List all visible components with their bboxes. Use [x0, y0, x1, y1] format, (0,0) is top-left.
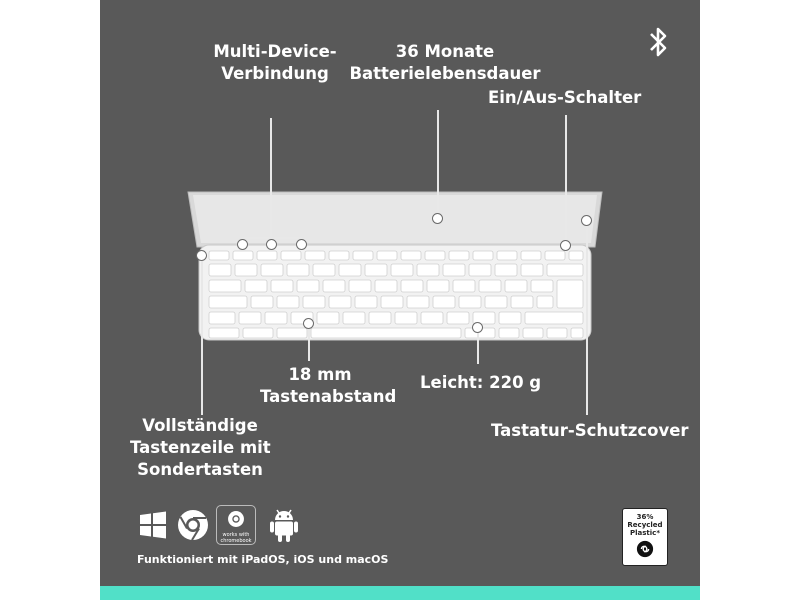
label-cover: Tastatur-Schutzcover [491, 421, 689, 440]
callout-dot-power [560, 240, 571, 251]
recycled-plastic-badge [622, 508, 668, 566]
callout-dot-fullkeys [196, 250, 207, 261]
product-panel [100, 0, 700, 600]
recycled-plastic-text: 36% Recycled Plastic* [627, 513, 663, 537]
callout-dot-cover [581, 215, 592, 226]
label-key-spacing: 18 mm Tastenabstand [260, 365, 397, 406]
callout-dot-device1 [237, 239, 248, 250]
callout-line-cover [586, 222, 588, 415]
accent-bar [100, 586, 700, 600]
callout-line-power [565, 115, 567, 244]
recycled-icon [636, 540, 654, 558]
callout-line-weight [477, 330, 479, 364]
chromebook-icon [216, 505, 256, 545]
windows-icon [136, 508, 170, 542]
callout-dot-spacing [303, 318, 314, 329]
label-battery: 36 Monate Batterielebensdauer [349, 42, 541, 83]
callout-dot-weight [472, 322, 483, 333]
chrome-icon [176, 508, 210, 542]
callout-line-multidevice [270, 118, 272, 238]
bluetooth-icon [646, 24, 672, 60]
label-weight: Leicht: 220 g [420, 373, 542, 392]
compatibility-text: Funktioniert mit iPadOS, iOS und macOS [137, 553, 389, 566]
callout-line-fullkeys [201, 255, 203, 415]
callout-line-spacing [308, 325, 310, 361]
label-power-switch: Ein/Aus-Schalter [488, 88, 642, 107]
keyboard-image [185, 185, 605, 345]
label-multi-device: Multi-Device- Verbindung [213, 42, 337, 83]
label-full-keys: Vollständige Tastenzeile mit Sondertasten [130, 416, 271, 479]
callout-dot-device3 [296, 239, 307, 250]
callout-dot-device2 [266, 239, 277, 250]
callout-line-battery [437, 110, 439, 217]
android-icon [266, 506, 302, 544]
callout-dot-battery [432, 213, 443, 224]
chromebook-badge-text: works with chromebook [220, 532, 252, 544]
